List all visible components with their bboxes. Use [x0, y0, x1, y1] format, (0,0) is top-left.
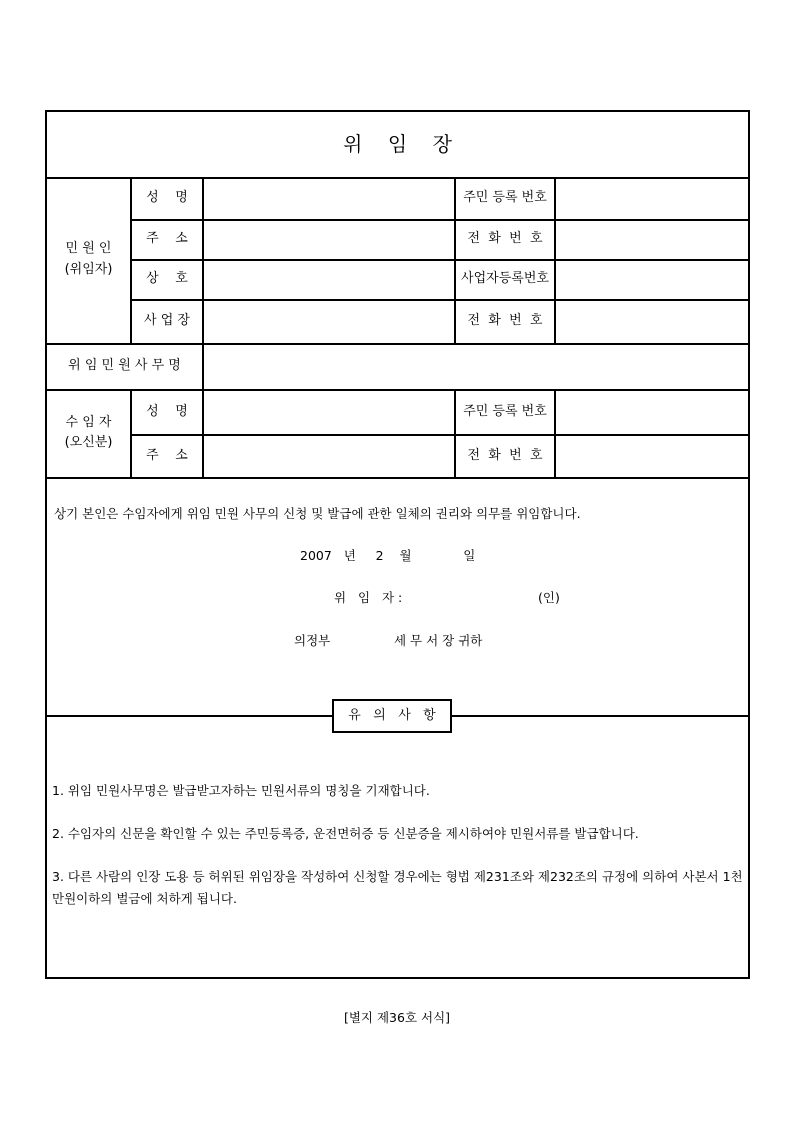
- divider: [45, 477, 750, 479]
- delegator-group-sublabel: (위임자): [64, 262, 113, 277]
- delegatee-group-label: 수 임 자: [65, 415, 112, 430]
- note-item: 2. 수임자의 신문을 확인할 수 있는 주민등록증, 운전면허증 등 신분증을 제시하여야 민원서류를 발급합니다.: [52, 826, 639, 841]
- addressee-city: 의정부: [294, 633, 331, 648]
- seal-mark: (인): [538, 590, 560, 605]
- delegated-task-label: 위 임 민 원 사 무 명: [68, 358, 181, 373]
- business-place-field[interactable]: [204, 301, 454, 343]
- form-number: [별지 제36호 서식]: [343, 1010, 451, 1025]
- delegatee-address-field[interactable]: [204, 436, 454, 477]
- delegation-statement: 상기 본인은 수임자에게 위임 민원 사무의 신청 및 발급에 관한 일체의 권리와 의무를 위임합니다.: [54, 506, 581, 521]
- page-title: 위 임 장: [343, 132, 452, 156]
- delegator-group-label: 민 원 인: [65, 241, 112, 256]
- business-name-label: 상 호: [146, 271, 188, 286]
- addressee-office: 세 무 서 장 귀하: [394, 633, 483, 648]
- delegatee-phone-label: 전 화 번 호: [467, 448, 543, 463]
- delegated-task-field[interactable]: [204, 345, 748, 389]
- delegator-signature-label: 위 임 자 :: [334, 590, 403, 605]
- delegatee-resident-number-label: 주민 등록 번호: [463, 404, 547, 419]
- business-registration-field[interactable]: [556, 261, 748, 299]
- delegatee-phone-field[interactable]: [556, 436, 748, 477]
- note-item: 3. 다른 사람의 인장 도용 등 허위된 위임장을 작성하여 신청할 경우에는 형법 제231조와 제232조의 규정에 의하여 사본서 1천만원이하의 벌금에 처하게 됩니다.: [52, 869, 743, 906]
- business-place-label: 사 업 장: [144, 313, 190, 328]
- notice-heading: 유 의 사 항: [332, 699, 452, 733]
- resident-number-label: 주민 등록 번호: [463, 190, 547, 205]
- phone-field[interactable]: [556, 221, 748, 259]
- delegatee-name-label: 성 명: [146, 404, 188, 419]
- business-phone-field[interactable]: [556, 301, 748, 343]
- resident-number-field[interactable]: [556, 179, 748, 219]
- phone-label: 전 화 번 호: [467, 313, 543, 328]
- phone-label: 전 화 번 호: [467, 231, 543, 246]
- delegatee-group-sublabel: (오신분): [64, 435, 113, 450]
- delegatee-address-label: 주 소: [146, 448, 188, 463]
- name-field[interactable]: [204, 179, 454, 219]
- business-name-field[interactable]: [204, 261, 454, 299]
- name-label: 성 명: [146, 190, 188, 205]
- delegatee-resident-number-field[interactable]: [556, 391, 748, 434]
- date-line: 2007 년 2 월 일: [300, 548, 476, 563]
- address-field[interactable]: [204, 221, 454, 259]
- delegatee-name-field[interactable]: [204, 391, 454, 434]
- address-label: 주 소: [146, 231, 188, 246]
- note-item: 1. 위임 민원사무명은 발급받고자하는 민원서류의 명칭을 기재합니다.: [52, 783, 430, 798]
- business-registration-label: 사업자등록번호: [461, 271, 549, 286]
